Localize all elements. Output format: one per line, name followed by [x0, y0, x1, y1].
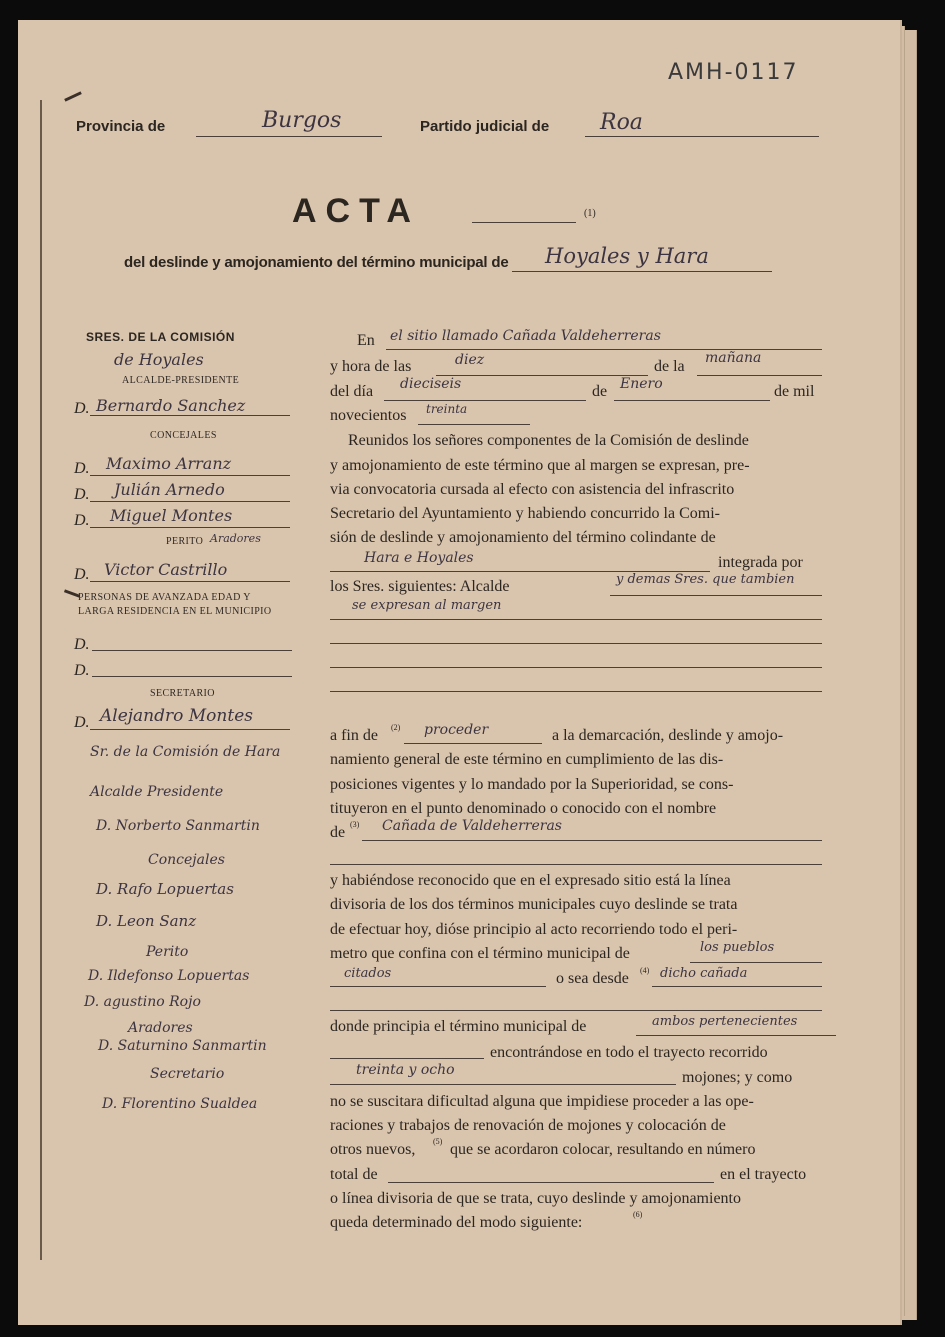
citados-hand: citados: [344, 966, 392, 981]
partido-label: Partido judicial de: [420, 118, 550, 135]
concejales-label: CONCEJALES: [150, 430, 217, 441]
osea-sup: (4): [640, 966, 650, 975]
perito-name: Victor Castrillo: [104, 560, 228, 579]
concejal-1-name: Maximo Arranz: [106, 454, 232, 473]
total-line: [388, 1182, 714, 1183]
body-line: via convocatoria cursada al efecto con asistencia del infrascrito: [330, 481, 735, 498]
archive-code: AMH-0117: [668, 60, 799, 85]
hand-note: Alcalde Presidente: [90, 784, 224, 800]
acta-subtitle: del deslinde y amojonamiento del término municipal de: [124, 254, 509, 271]
de-label: de: [592, 383, 608, 400]
donde-hand: ambos pertenecientes: [652, 1014, 798, 1029]
alcalde-name: Bernardo Sanchez: [96, 396, 246, 415]
hand-note: D. Leon Sanz: [96, 912, 197, 930]
hora-line: [436, 375, 648, 376]
osea-label: o sea desde: [556, 970, 629, 987]
hand-note: Concejales: [148, 852, 225, 868]
personas-label-2: LARGA RESIDENCIA EN EL MUNICIPIO: [78, 606, 272, 617]
d-persona-1: D.: [74, 636, 90, 653]
mes-hand: Enero: [620, 376, 663, 392]
d-concejal-2: D.: [74, 486, 90, 503]
perito-label: PERITO: [166, 536, 204, 547]
body-line: sión de deslinde y amojonamiento del término colindante de: [330, 529, 716, 546]
hand-note: D. Norberto Sanmartin: [96, 818, 260, 834]
concejal-2-line: [90, 501, 290, 502]
mojones-hand: treinta y ocho: [356, 1062, 455, 1078]
provincia-line: [196, 136, 382, 137]
d-secretario: D.: [74, 714, 90, 731]
de3-sup: (3): [350, 820, 360, 829]
metro-label: metro que confina con el término municipal de: [330, 945, 630, 962]
body-line: posiciones vigentes y lo mandado por la Superioridad, se cons-: [330, 776, 734, 793]
dia-hand: dieciseis: [400, 376, 462, 392]
partido-value: Roa: [600, 110, 643, 135]
otros-rest: que se acordaron colocar, resultando en número: [450, 1141, 756, 1158]
body-line: tituyeron en el punto denominado o conocido con el nombre: [330, 800, 717, 817]
comision-heading: SRES. DE LA COMISIÓN: [86, 330, 235, 344]
comision-place: de Hoyales: [114, 350, 204, 369]
dia-line: [384, 400, 586, 401]
partido-line: [585, 136, 819, 137]
anio-line: [418, 424, 530, 425]
de3-label: de: [330, 824, 346, 841]
citados-line: [330, 986, 546, 987]
d-concejal-1: D.: [74, 460, 90, 477]
secretario-label: SECRETARIO: [150, 688, 215, 699]
concejal-1-line: [90, 475, 290, 476]
sres-label: los Sres. siguientes: Alcalde: [330, 578, 510, 595]
donde-label: donde principia el término municipal de: [330, 1018, 587, 1035]
hand-note: Aradores: [128, 1020, 193, 1036]
body-line: divisoria de los dos términos municipales cuyo deslinde se trata: [330, 896, 738, 913]
trayecto-label: en el trayecto: [720, 1166, 807, 1183]
novecientos-label: novecientos: [330, 407, 407, 424]
dela-hand: mañana: [705, 350, 762, 366]
sres-hand: y demas Sres. que tambien: [616, 572, 795, 587]
concejal-3-line: [90, 527, 290, 528]
perito-line: [90, 581, 290, 582]
blank-line: [330, 667, 822, 668]
hora-label: y hora de las: [330, 358, 412, 375]
afin-sup: (2): [391, 723, 401, 732]
otros-label: otros nuevos,: [330, 1141, 416, 1158]
secretario-line: [90, 729, 290, 730]
otros-sup: (5): [433, 1137, 443, 1146]
provincia-value: Burgos: [262, 108, 342, 133]
blank-line: [330, 691, 822, 692]
dela-line: [697, 375, 822, 376]
acta-note: (1): [584, 208, 596, 219]
body-line: Reunidos los señores componentes de la Comisión de deslinde: [348, 432, 749, 449]
de3-line: [362, 840, 822, 841]
d-concejal-3: D.: [74, 512, 90, 529]
dela-label: de la: [654, 358, 685, 375]
binding-stitch: [40, 100, 42, 1260]
dia-label: del día: [330, 383, 374, 400]
metro-hand: los pueblos: [700, 940, 775, 955]
blank-line: [330, 864, 822, 865]
hand-note: Secretario: [150, 1066, 225, 1082]
personas-label-1: PERSONAS DE AVANZADA EDAD Y: [78, 592, 251, 603]
queda-label: queda determinado del modo siguiente:: [330, 1214, 583, 1231]
hand-note: D. Rafo Lopuertas: [96, 880, 234, 898]
total-label: total de: [330, 1166, 378, 1183]
mojones-line: [330, 1084, 676, 1085]
encontrandose-line: [330, 1058, 484, 1059]
linea-label: o línea divisoria de que se trata, cuyo deslinde y amojonamiento: [330, 1190, 741, 1207]
body-line: y habiéndose reconocido que en el expresado sitio está la línea: [330, 872, 731, 889]
hand-note: D. Florentino Sualdea: [102, 1096, 258, 1112]
body-line: Secretario del Ayuntamiento y habiendo concurrido la Comi-: [330, 505, 720, 522]
secretario-name: Alejandro Montes: [100, 706, 253, 726]
hand-note: D. Ildefonso Lopuertas: [88, 968, 250, 984]
encontrandose-label: encontrándose en todo el trayecto recorrido: [490, 1044, 768, 1061]
en-label: En: [357, 332, 375, 349]
d-persona-2: D.: [74, 662, 90, 679]
body-line: namiento general de este término en cumplimiento de las dis-: [330, 751, 724, 768]
mes-line: [614, 400, 770, 401]
d-alcalde: D.: [74, 400, 90, 417]
concejal-3-name: Miguel Montes: [110, 506, 233, 525]
blank-line: [330, 619, 822, 620]
hora-hand: diez: [455, 352, 485, 368]
afin-label: a fin de: [330, 727, 378, 744]
mojones-label: mojones; y como: [682, 1069, 793, 1086]
queda-sup: (6): [633, 1210, 643, 1219]
concejal-2-name: Julián Arnedo: [114, 480, 225, 499]
body-line: y amojonamiento de este término que al margen se expresan, pre-: [330, 457, 750, 474]
acta-line: [472, 222, 576, 223]
hand-note: Sr. de la Comisión de Hara: [90, 744, 281, 760]
body-line: de efectuar hoy, dióse principio al acto recorriendo todo el peri-: [330, 921, 738, 938]
body-line: raciones y trabajos de renovación de mojones y colocación de: [330, 1117, 726, 1134]
en-hand: el sitio llamado Cañada Valdeherreras: [390, 328, 661, 344]
perito-hand: Aradores: [210, 532, 261, 545]
hand-note: D. agustino Rojo: [84, 994, 201, 1010]
persona-1-line: [92, 650, 292, 651]
hand-note: Perito: [146, 944, 189, 960]
afin-rest: a la demarcación, deslinde y amojo-: [552, 727, 784, 744]
municipio-value: Hoyales y Hara: [545, 244, 709, 268]
colindante-hand: Hara e Hoyales: [364, 550, 474, 566]
de3-hand: Cañada de Valdeherreras: [382, 818, 562, 834]
sres-line: [610, 595, 822, 596]
osea-line: [652, 986, 822, 987]
municipio-line: [512, 271, 772, 272]
afin-hand: proceder: [424, 722, 489, 738]
blank-line: [330, 643, 822, 644]
afin-line: [404, 743, 542, 744]
hand-note: D. Saturnino Sanmartin: [98, 1038, 267, 1054]
alcalde-label: ALCALDE-PRESIDENTE: [122, 375, 240, 386]
osea-hand: dicho cañada: [660, 966, 748, 981]
acta-title: ACTA: [292, 192, 420, 230]
anio-hand: treinta: [426, 402, 468, 416]
blank-line: [330, 1010, 822, 1011]
sres-hand-2: se expresan al margen: [352, 598, 502, 613]
metro-line: [690, 962, 822, 963]
donde-line: [636, 1035, 836, 1036]
alcalde-line: [90, 415, 290, 416]
provincia-label: Provincia de: [76, 118, 166, 135]
integrada-label: integrada por: [718, 554, 803, 571]
mil-label: de mil: [774, 383, 815, 400]
persona-2-line: [92, 676, 292, 677]
d-perito: D.: [74, 566, 90, 583]
body-line: no se suscitara dificultad alguna que impidiese proceder a las ope-: [330, 1093, 754, 1110]
